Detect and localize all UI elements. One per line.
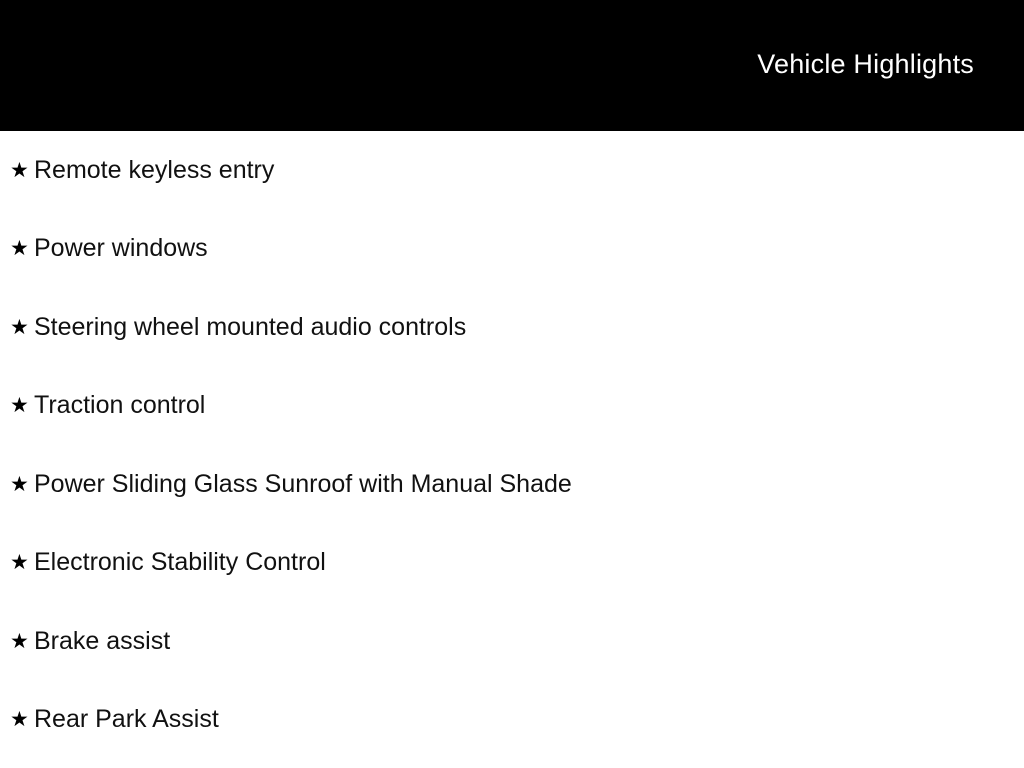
star-icon: ★ bbox=[10, 315, 29, 339]
list-item bbox=[0, 288, 1024, 367]
vehicle-highlights-list bbox=[0, 131, 1024, 759]
star-icon: ★ bbox=[10, 158, 29, 182]
list-item bbox=[0, 445, 1024, 524]
list-item bbox=[0, 131, 1024, 210]
list-item bbox=[0, 602, 1024, 681]
list-item-label: Rear Park Assist bbox=[34, 705, 219, 733]
page-title: Vehicle Highlights bbox=[757, 49, 974, 79]
list-item-label: Electronic Stability Control bbox=[34, 548, 326, 576]
star-icon: ★ bbox=[10, 394, 29, 418]
list-item bbox=[0, 681, 1024, 760]
list-item bbox=[0, 210, 1024, 289]
list-item-label: Steering wheel mounted audio controls bbox=[34, 312, 467, 341]
list-item bbox=[0, 367, 1024, 446]
list-item-label: Power windows bbox=[34, 234, 208, 262]
list-item bbox=[0, 524, 1024, 603]
star-icon: ★ bbox=[10, 629, 29, 653]
list-item-label: Remote keyless entry bbox=[34, 155, 275, 184]
star-icon: ★ bbox=[10, 237, 29, 261]
list-item-label: Power Sliding Glass Sunroof with Manual Shade bbox=[34, 469, 572, 498]
list-item-label: Traction control bbox=[34, 391, 206, 419]
star-icon: ★ bbox=[10, 472, 29, 496]
star-icon: ★ bbox=[10, 708, 29, 732]
header-bar bbox=[0, 0, 1024, 131]
list-item-label: Brake assist bbox=[34, 626, 171, 655]
star-icon: ★ bbox=[10, 551, 29, 575]
